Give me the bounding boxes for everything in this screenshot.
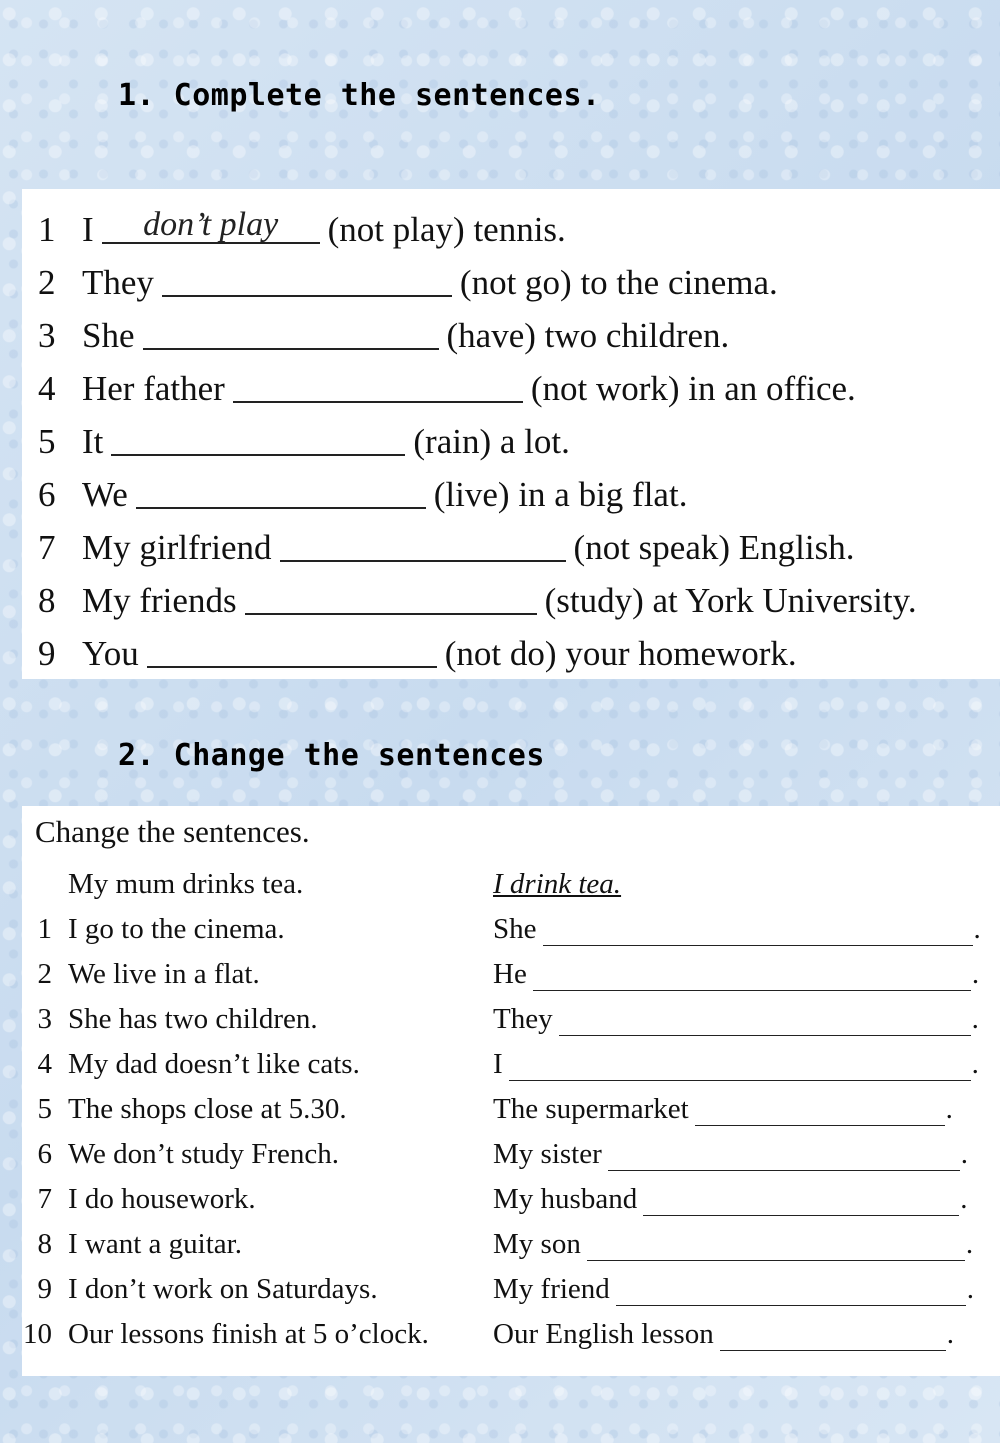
item-subject: My girlfriend [82, 528, 272, 567]
exercise2-item [22, 1138, 1000, 1183]
full-stop: . [965, 1228, 974, 1260]
item-subject: She [82, 316, 135, 355]
exercise1-item [38, 515, 854, 568]
answer-blank[interactable] [509, 1054, 971, 1081]
item-subject: They [82, 263, 154, 302]
answer-blank[interactable] [543, 919, 973, 946]
exercise1-panel [22, 189, 1000, 679]
item-number: 2 [38, 263, 56, 302]
answer-blank[interactable] [136, 477, 426, 509]
item-number: 4 [37, 1048, 52, 1080]
exercise1-item [38, 462, 687, 515]
item-number: 8 [37, 1228, 52, 1260]
answer-blank[interactable] [280, 530, 566, 562]
exercise2-item [22, 1318, 1000, 1363]
full-stop: . [973, 913, 981, 945]
answer-blank[interactable] [245, 583, 537, 615]
item-subject: It [82, 422, 104, 461]
target-subject: My son [493, 1228, 581, 1260]
source-sentence: My dad doesn’t like cats. [68, 1048, 360, 1080]
item-prompt: (rain) a lot. [413, 422, 570, 461]
example-row [22, 868, 1000, 913]
source-sentence: We don’t study French. [68, 1138, 339, 1170]
item-number: 2 [37, 958, 52, 990]
exercise2-item [22, 1048, 1000, 1093]
exercise2-panel [22, 806, 1000, 1376]
exercise2-item [22, 1273, 1000, 1318]
exercise2-item [22, 958, 1000, 1003]
source-sentence: I don’t work on Saturdays. [68, 1273, 378, 1305]
exercise1-item [38, 621, 797, 674]
item-number: 7 [38, 528, 56, 567]
item-number: 5 [38, 422, 56, 461]
item-prompt: (live) in a big flat. [433, 475, 688, 514]
exercise2-item [22, 913, 1000, 958]
full-stop: . [945, 1093, 953, 1125]
item-prompt: (have) two children. [446, 316, 730, 355]
full-stop: . [960, 1183, 968, 1215]
answer-blank[interactable] [533, 964, 971, 991]
full-stop: . [960, 1138, 968, 1170]
item-prompt: (not work) in an office. [530, 369, 856, 408]
target-subject: My husband [493, 1183, 638, 1215]
answer-blank[interactable] [233, 371, 523, 403]
answer-blank[interactable] [143, 318, 439, 350]
source-sentence: She has two children. [68, 1003, 318, 1035]
item-number: 7 [37, 1183, 52, 1215]
exercise2-item [22, 1093, 1000, 1138]
exercise1-item [38, 356, 856, 409]
answer-blank[interactable] [720, 1324, 946, 1351]
example-answer: don’t play [143, 206, 279, 243]
target-subject: The supermarket [493, 1093, 689, 1125]
item-prompt: (not play) tennis. [327, 210, 566, 249]
item-prompt: (not go) to the cinema. [459, 263, 778, 302]
item-number: 3 [37, 1003, 52, 1035]
answer-blank[interactable] [616, 1279, 966, 1306]
item-number: 1 [38, 210, 56, 249]
item-number: 8 [38, 581, 56, 620]
source-sentence: I want a guitar. [68, 1228, 242, 1260]
item-number: 10 [23, 1318, 52, 1350]
full-stop: . [946, 1318, 954, 1350]
item-number: 5 [37, 1093, 52, 1125]
target-subject: My sister [493, 1138, 602, 1170]
item-number: 6 [38, 475, 56, 514]
section2-heading: 2. Change the sentences [118, 738, 545, 773]
exercise1-item [38, 250, 778, 303]
answer-blank[interactable] [695, 1099, 945, 1126]
item-subject: I [82, 210, 94, 249]
exercise1-item [38, 197, 566, 250]
item-subject: You [82, 634, 139, 673]
answer-blank[interactable] [587, 1234, 965, 1261]
example-answer: I drink tea. [493, 868, 622, 900]
target-subject: My friend [493, 1273, 610, 1305]
exercise1-item [38, 409, 570, 462]
answer-blank[interactable] [102, 206, 320, 244]
target-subject: They [493, 1003, 553, 1035]
item-number: 1 [37, 913, 52, 945]
full-stop: . [971, 1003, 979, 1035]
item-subject: My friends [82, 581, 237, 620]
item-number: 9 [38, 634, 56, 673]
exercise2-title: Change the sentences. [35, 814, 310, 849]
item-number: 6 [37, 1138, 52, 1170]
item-number: 3 [38, 316, 56, 355]
answer-blank[interactable] [559, 1009, 971, 1036]
item-prompt: (not speak) English. [573, 528, 855, 567]
source-sentence: I do housework. [68, 1183, 256, 1215]
full-stop: . [966, 1273, 975, 1305]
item-number: 4 [38, 369, 56, 408]
section1-heading: 1. Complete the sentences. [118, 78, 601, 113]
full-stop: . [971, 958, 980, 990]
target-subject: She [493, 913, 537, 945]
item-subject: We [82, 475, 128, 514]
item-subject: Her father [82, 369, 225, 408]
answer-blank[interactable] [147, 636, 437, 668]
target-subject: I [493, 1048, 503, 1080]
answer-blank[interactable] [162, 265, 452, 297]
item-number: 9 [37, 1273, 52, 1305]
answer-blank[interactable] [608, 1144, 960, 1171]
exercise2-item [22, 1003, 1000, 1048]
exercise1-item [38, 568, 917, 621]
source-sentence: I go to the cinema. [68, 913, 285, 945]
answer-blank[interactable] [643, 1189, 959, 1216]
full-stop: . [971, 1048, 979, 1080]
target-subject: Our English lesson [493, 1318, 714, 1350]
exercise1-item [38, 303, 729, 356]
target-subject: He [493, 958, 527, 990]
answer-blank[interactable] [111, 424, 405, 456]
exercise2-item [22, 1228, 1000, 1273]
source-sentence: Our lessons finish at 5 o’clock. [68, 1318, 429, 1350]
example-sentence: My mum drinks tea. [68, 868, 304, 900]
source-sentence: We live in a flat. [68, 958, 260, 990]
item-prompt: (not do) your homework. [444, 634, 797, 673]
source-sentence: The shops close at 5.30. [68, 1093, 347, 1125]
exercise2-item [22, 1183, 1000, 1228]
item-prompt: (study) at York University. [544, 581, 917, 620]
